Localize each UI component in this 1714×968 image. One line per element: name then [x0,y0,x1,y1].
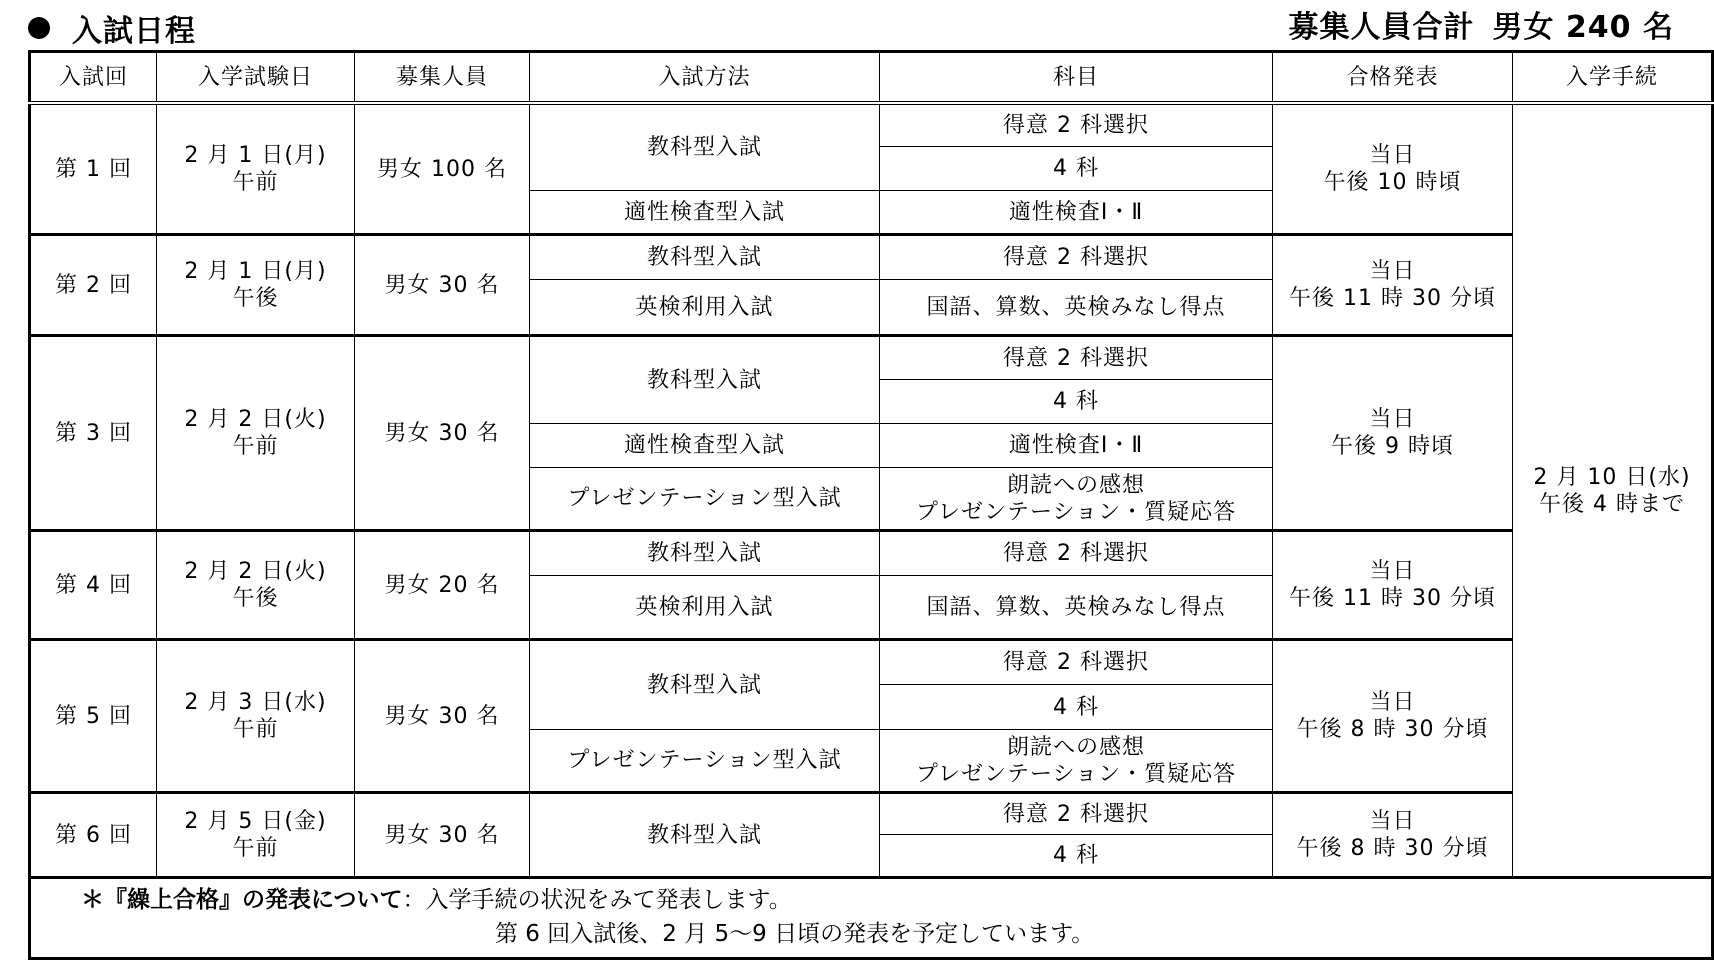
round-name: 第 4 回 [30,531,157,640]
exam-schedule-table [28,50,1714,960]
capacity: 男女 30 名 [355,793,530,878]
note-text-1: ：入学手続の状況をみて発表します。 [402,887,792,913]
exam-method: 英検利用入試 [530,280,880,336]
recruitment-total [1288,8,1674,48]
col-header-procedure: 入学手続 [1513,52,1713,104]
exam-date: 2 月 1 日(月) 午前 [157,103,355,235]
exam-date: 2 月 2 日(火) 午後 [157,531,355,640]
exam-method: 適性検査型入試 [530,191,880,235]
col-header-capacity: 募集人員 [355,52,530,104]
title-group [28,8,196,48]
capacity: 男女 30 名 [355,235,530,336]
round-name: 第 6 回 [30,793,157,878]
capacity: 男女 100 名 [355,103,530,235]
exam-date: 2 月 3 日(水) 午前 [157,640,355,793]
subject: 4 科 [880,147,1273,191]
table-row [30,336,1713,380]
table-row [30,531,1713,576]
subject: 得意 2 科選択 [880,531,1273,576]
exam-method: 教科型入試 [530,336,880,424]
col-header-exam-date: 入学試験日 [157,52,355,104]
exam-method: 教科型入試 [530,531,880,576]
subject: 4 科 [880,685,1273,730]
subject: 国語、算数、英検みなし得点 [880,280,1273,336]
note-cell [30,878,1713,959]
round-name: 第 3 回 [30,336,157,531]
exam-date: 2 月 2 日(火) 午前 [157,336,355,531]
col-header-round: 入試回 [30,52,157,104]
result-announcement: 当日 午後 8 時 30 分頃 [1273,640,1513,793]
table-row [30,235,1713,280]
exam-method: 教科型入試 [530,793,880,878]
subject: 適性検査Ⅰ・Ⅱ [880,191,1273,235]
exam-method: 英検利用入試 [530,576,880,640]
recruitment-total-label: 募集人員合計 [1288,10,1475,45]
schedule-body [30,103,1713,878]
note-line-2: 第 6 回入試後、2 月 5～9 日頃の発表を予定しています。 [495,921,1095,947]
exam-method: プレゼンテーション型入試 [530,730,880,793]
subject: 4 科 [880,380,1273,424]
subject: 得意 2 科選択 [880,793,1273,835]
round-name: 第 5 回 [30,640,157,793]
result-announcement: 当日 午後 9 時頃 [1273,336,1513,531]
subject: 朗読への感想 プレゼンテーション・質疑応答 [880,730,1273,793]
table-row [30,640,1713,685]
capacity: 男女 30 名 [355,640,530,793]
exam-method: 教科型入試 [530,103,880,191]
exam-date: 2 月 5 日(金) 午前 [157,793,355,878]
table-row [30,103,1713,147]
bullet-icon [28,17,50,39]
subject: 朗読への感想 プレゼンテーション・質疑応答 [880,468,1273,531]
table-row [30,793,1713,835]
col-header-result: 合格発表 [1273,52,1513,104]
note-row [30,878,1713,959]
note-lead: ＊『繰上合格』の発表について [81,887,403,913]
result-announcement: 当日 午後 11 時 30 分頃 [1273,531,1513,640]
capacity: 男女 20 名 [355,531,530,640]
subject: 4 科 [880,835,1273,878]
result-announcement: 当日 午後 11 時 30 分頃 [1273,235,1513,336]
capacity: 男女 30 名 [355,336,530,531]
page-header [28,8,1674,48]
exam-date: 2 月 1 日(月) 午後 [157,235,355,336]
subject: 国語、算数、英検みなし得点 [880,576,1273,640]
result-announcement: 当日 午後 8 時 30 分頃 [1273,793,1513,878]
enrollment-procedure: 2 月 10 日(水) 午後 4 時まで [1513,103,1713,878]
col-header-subjects: 科目 [880,52,1273,104]
note-line-1 [31,883,1711,917]
round-name: 第 2 回 [30,235,157,336]
subject: 得意 2 科選択 [880,640,1273,685]
header-row [30,52,1713,104]
page-title: 入試日程 [72,14,196,49]
exam-method: 適性検査型入試 [530,424,880,468]
col-header-method: 入試方法 [530,52,880,104]
round-name: 第 1 回 [30,103,157,235]
exam-method: プレゼンテーション型入試 [530,468,880,531]
subject: 得意 2 科選択 [880,235,1273,280]
subject: 得意 2 科選択 [880,103,1273,147]
subject: 適性検査Ⅰ・Ⅱ [880,424,1273,468]
recruitment-total-value: 男女 240 名 [1492,10,1674,45]
exam-method: 教科型入試 [530,640,880,730]
subject: 得意 2 科選択 [880,336,1273,380]
exam-method: 教科型入試 [530,235,880,280]
result-announcement: 当日 午後 10 時頃 [1273,103,1513,235]
